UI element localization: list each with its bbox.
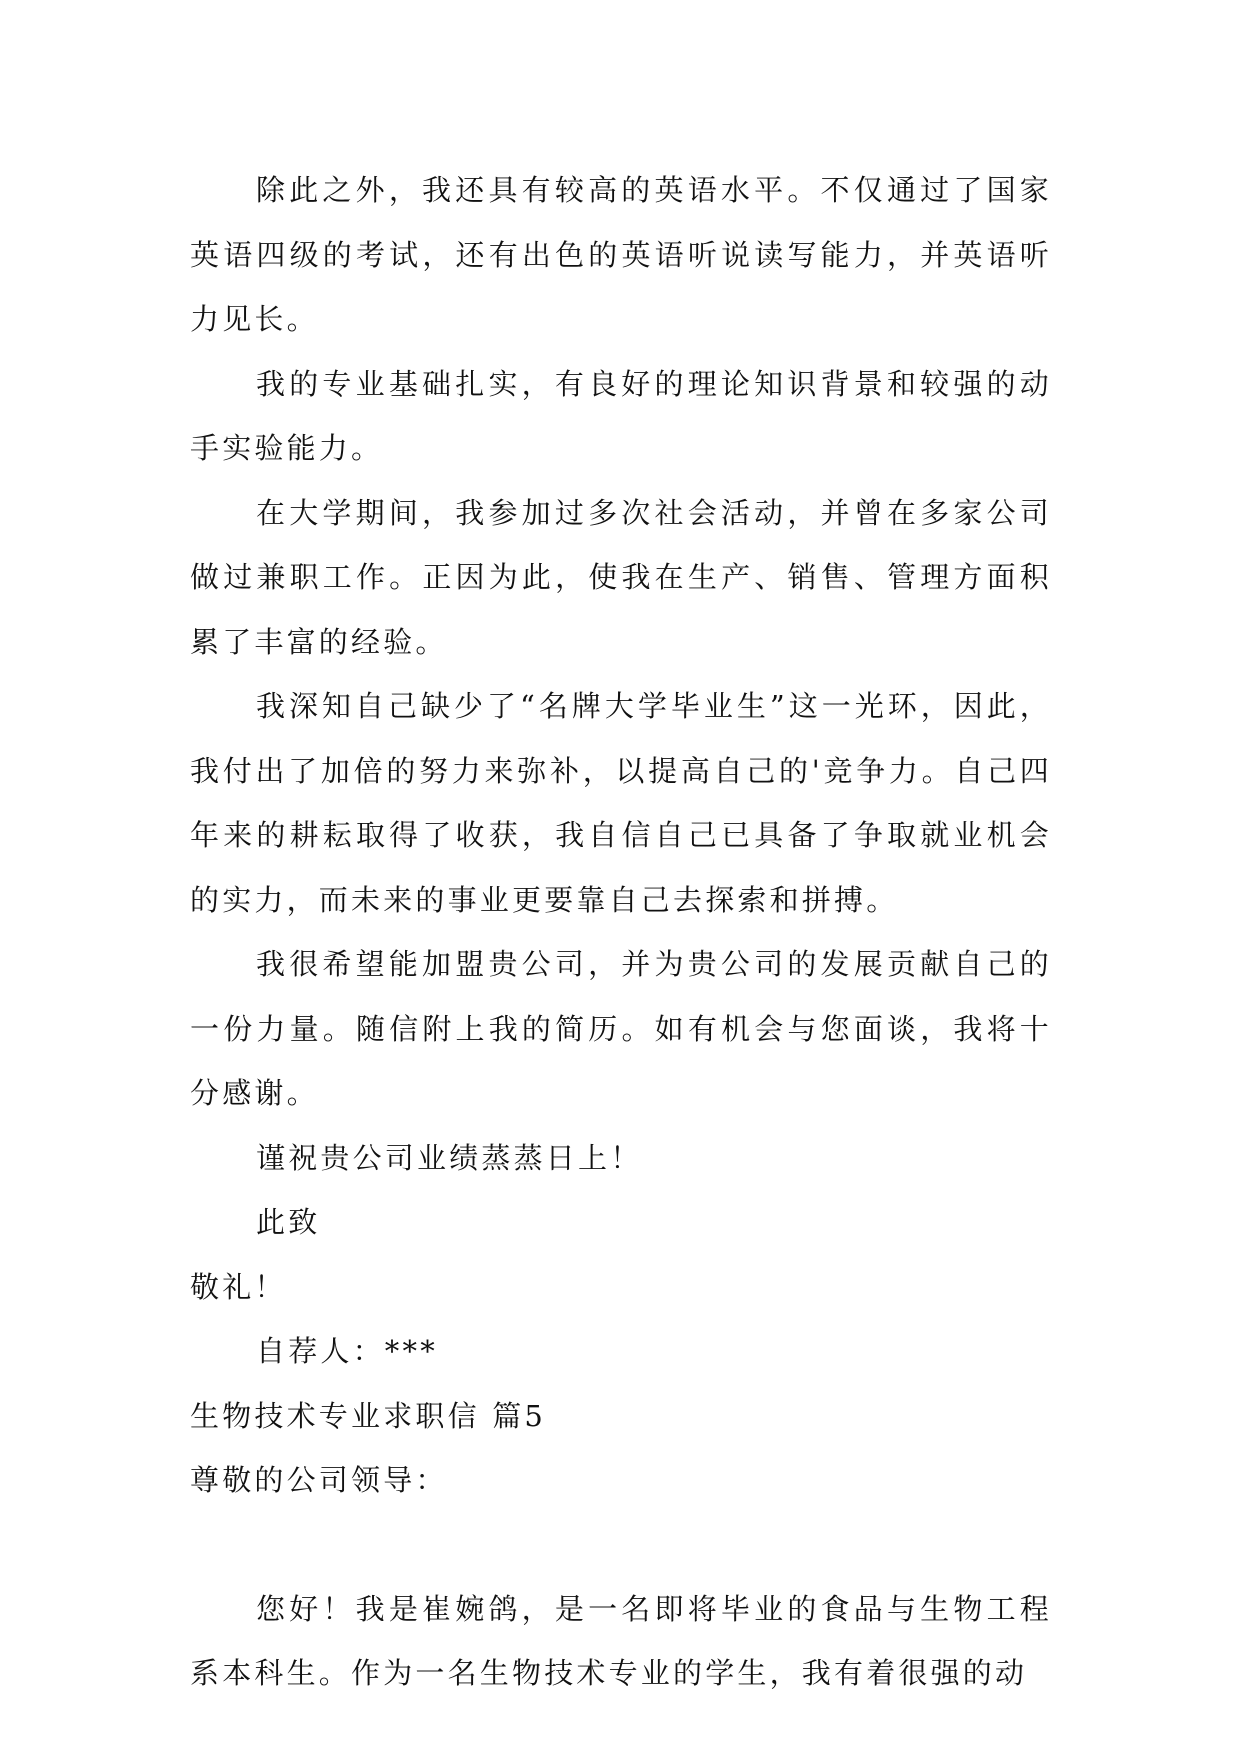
paragraph-join-company: 我很希望能加盟贵公司，并为贵公司的发展贡献自己的一份力量。随信附上我的简历。如有机会与您面谈，我将十分感谢。 bbox=[190, 947, 1052, 1110]
salutation: 尊敬的公司领导： bbox=[190, 1463, 448, 1497]
section-heading: 生物技术专业求职信 篇5 bbox=[190, 1398, 547, 1433]
paragraph-competitiveness: 我深知自己缺少了“名牌大学毕业生”这一光环，因此，我付出了加倍的努力来弥补，以提高自己的'竞争力。自己四年来的耕耘取得了收获，我自信自己已具备了争取就业机会的实力，而未来的事业更要靠自己去探索和拼搏。 bbox=[190, 689, 1052, 917]
paragraph-social-activities: 在大学期间，我参加过多次社会活动，并曾在多家公司做过兼职工作。正因为此，使我在生产、销售、管理方面积累了丰富的经验。 bbox=[190, 495, 1052, 659]
document-body bbox=[190, 158, 1052, 1706]
closing-cizhi: 此致 bbox=[256, 1205, 321, 1239]
closing-wish: 谨祝贵公司业绩蒸蒸日上！ bbox=[256, 1140, 643, 1175]
paragraph-english-ability: 除此之外，我还具有较高的英语水平。不仅通过了国家英语四级的考试，还有出色的英语听说读写能力，并英语听力见长。 bbox=[190, 173, 1052, 336]
closing-jingli: 敬礼！ bbox=[190, 1269, 287, 1304]
paragraph-introduction: 您好！我是崔婉鸽，是一名即将毕业的食品与生物工程系本科生。作为一名生物技术专业的学生，我有着很强的动 bbox=[190, 1591, 1052, 1690]
blank-line bbox=[190, 1513, 1052, 1577]
paragraph-professional-foundation: 我的专业基础扎实，有良好的理论知识背景和较强的动手实验能力。 bbox=[190, 366, 1052, 465]
signature-line: 自荐人：*** bbox=[256, 1334, 438, 1368]
